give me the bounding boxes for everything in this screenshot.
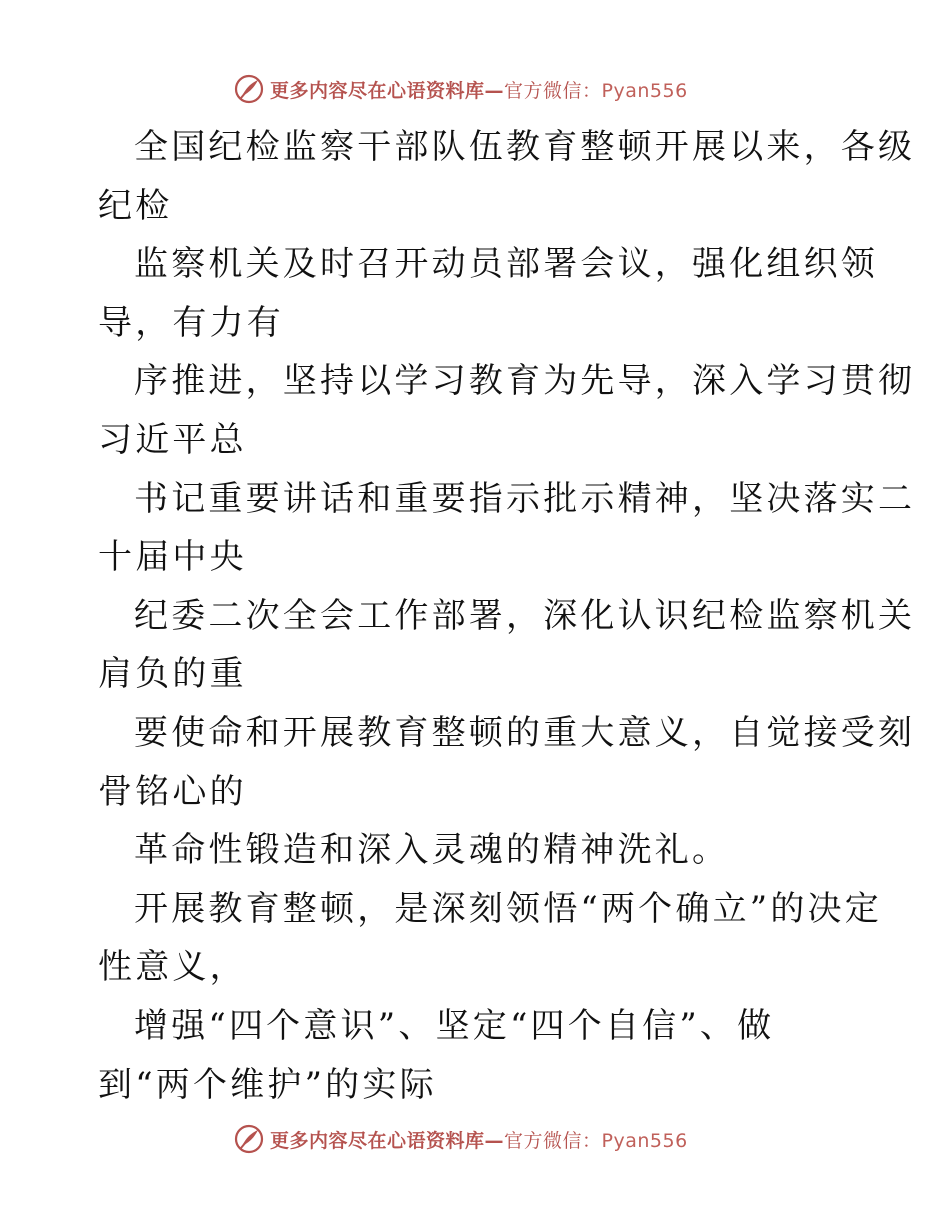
text-line: 纪检	[98, 185, 173, 226]
text-line: 纪委二次全会工作部署，深化认识纪检监察机关	[134, 595, 916, 636]
header-banner-text	[270, 76, 688, 103]
footer-wechat-label: 官方微信：	[504, 1129, 602, 1152]
footer-banner[interactable]	[234, 1122, 688, 1156]
header-banner[interactable]	[234, 72, 688, 106]
text-line: 肩负的重	[98, 654, 247, 695]
feather-pen-logo-icon	[234, 1124, 264, 1154]
footer-wechat-id: Pyan556	[601, 1129, 688, 1152]
text-line: 习近平总	[98, 419, 247, 460]
text-line: 增强“四个意识”、坚定“四个自信”、做	[134, 1005, 775, 1046]
feather-pen-logo-icon	[234, 74, 264, 104]
text-line: 要使命和开展教育整顿的重大意义，自觉接受刻	[134, 712, 916, 753]
text-line: 到“两个维护”的实际	[98, 1064, 437, 1105]
header-site-name: 更多内容尽在心语资料库	[270, 79, 485, 102]
text-line: 革命性锻造和深入灵魂的精神洗礼。	[134, 830, 730, 871]
header-wechat-label: 官方微信：	[504, 79, 602, 102]
footer-banner-text	[270, 1126, 688, 1153]
text-line: 开展教育整顿，是深刻领悟“两个确立”的决定	[134, 888, 882, 929]
text-line: 导，有力有	[98, 302, 284, 343]
footer-dash: —	[484, 1129, 505, 1152]
text-line: 监察机关及时召开动员部署会议，强化组织领	[134, 244, 878, 285]
document-body	[98, 118, 916, 1114]
footer-site-name: 更多内容尽在心语资料库	[270, 1129, 485, 1152]
text-line: 全国纪检监察干部队伍教育整顿开展以来，各级	[134, 127, 916, 167]
header-wechat-id: Pyan556	[601, 79, 688, 102]
text-line: 书记重要讲话和重要指示批示精神，坚决落实二	[134, 478, 916, 519]
text-line: 骨铭心的	[98, 771, 247, 812]
text-line: 性意义，	[98, 947, 247, 988]
text-line: 十届中央	[98, 537, 247, 578]
text-line: 序推进，坚持以学习教育为先导，深入学习贯彻	[134, 361, 916, 402]
header-dash: —	[484, 79, 505, 102]
